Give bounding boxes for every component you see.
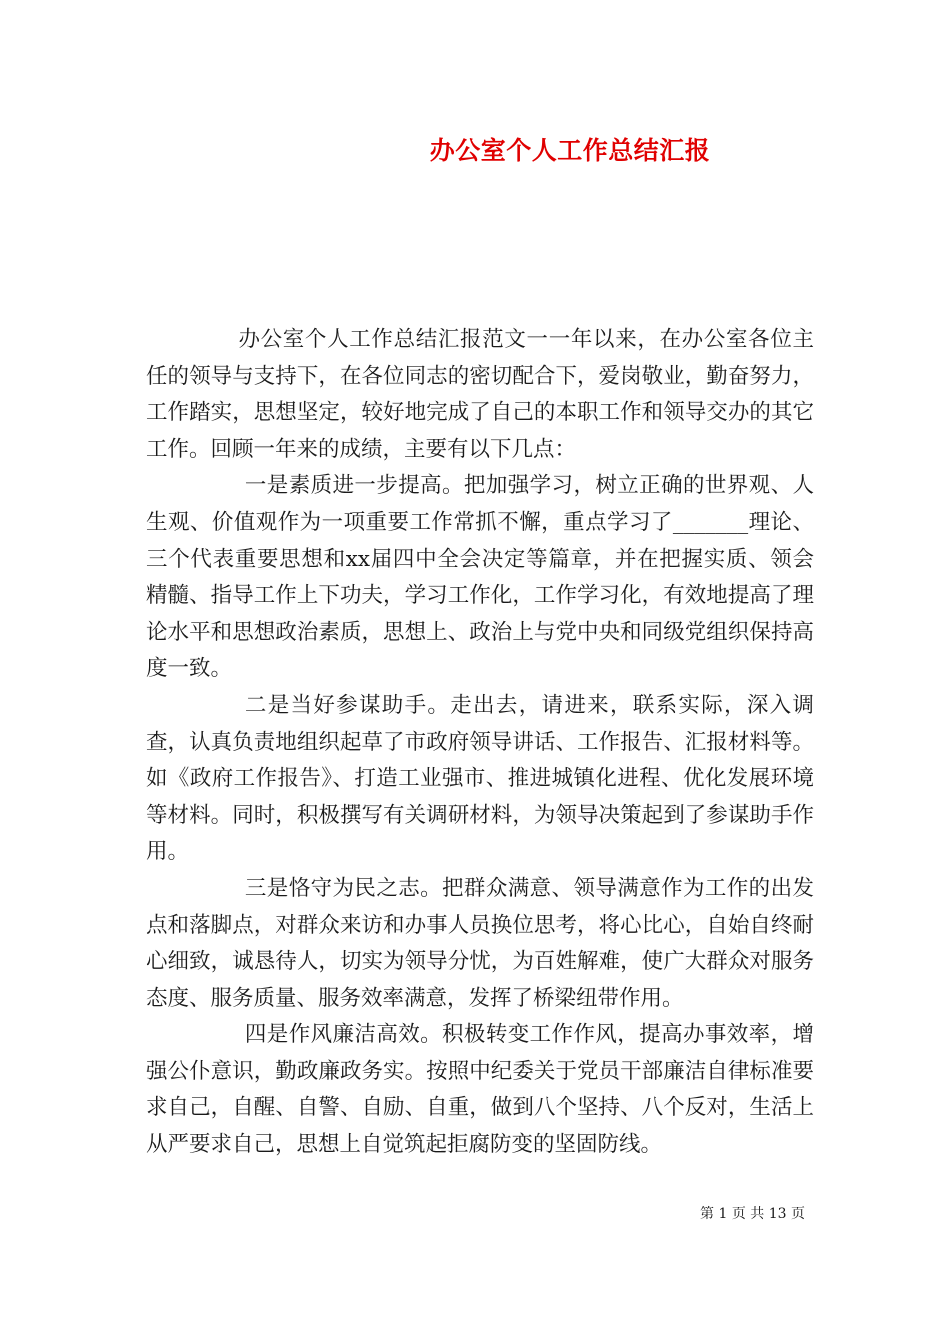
document-body xyxy=(146,322,814,1164)
intro-paragraph: 办公室个人工作总结汇报范文一一年以来，在办公室各位主任的领导与支持下，在各位同志的密切配合下，爱岗敬业，勤奋努力，工作踏实，思想坚定，较好地完成了自己的本职工作和领导交办的其它工作。回顾一年来的成绩，主要有以下几点： xyxy=(146,327,814,462)
page-footer: 第 1 页 共 13 页 xyxy=(700,1206,805,1222)
paragraph-item-2: 二是当好参谋助手。走出去，请进来，联系实际，深入调查，认真负责地组织起草了市政府领导讲话、工作报告、汇报材料等。如《政府工作报告》、打造工业强市、推进城镇化进程、优化发展环境等材料。同时，积极撰写有关调研材料，为领导决策起到了参谋助手作用。 xyxy=(146,692,814,865)
paragraph-item-3: 三是恪守为民之志。把群众满意、领导满意作为工作的出发点和落脚点，对群众来访和办事人员换位思考，将心比心，自始自终耐心细致，诚恳待人，切实为领导分忧，为百姓解难，使广大群众对服务态度、服务质量、服务效率满意，发挥了桥梁纽带作用。 xyxy=(146,875,814,1011)
paragraph-item-1: 一是素质进一步提高。把加强学习，树立正确的世界观、人生观、价值观作为一项重要工作常抓不懈，重点学习了_______理论、三个代表重要思想和xx届四中全会决定等篇章，并在把握实质、领会精髓、指导工作上下功夫，学习工作化，工作学习化，有效地提高了理论水平和思想政治素质，思想上、政治上与党中央和同级党组织保持高度一致。 xyxy=(146,473,814,682)
paragraph-item-4: 四是作风廉洁高效。积极转变工作作风，提高办事效率，增强公仆意识，勤政廉政务实。按照中纪委关于党员干部廉洁自律标准要求自己，自醒、自警、自励、自重，做到八个坚持、八个反对，生活上从严要求自己，思想上自觉筑起拒腐防变的坚固防线。 xyxy=(146,1022,814,1158)
document-title: 办公室个人工作总结汇报 xyxy=(429,136,711,165)
